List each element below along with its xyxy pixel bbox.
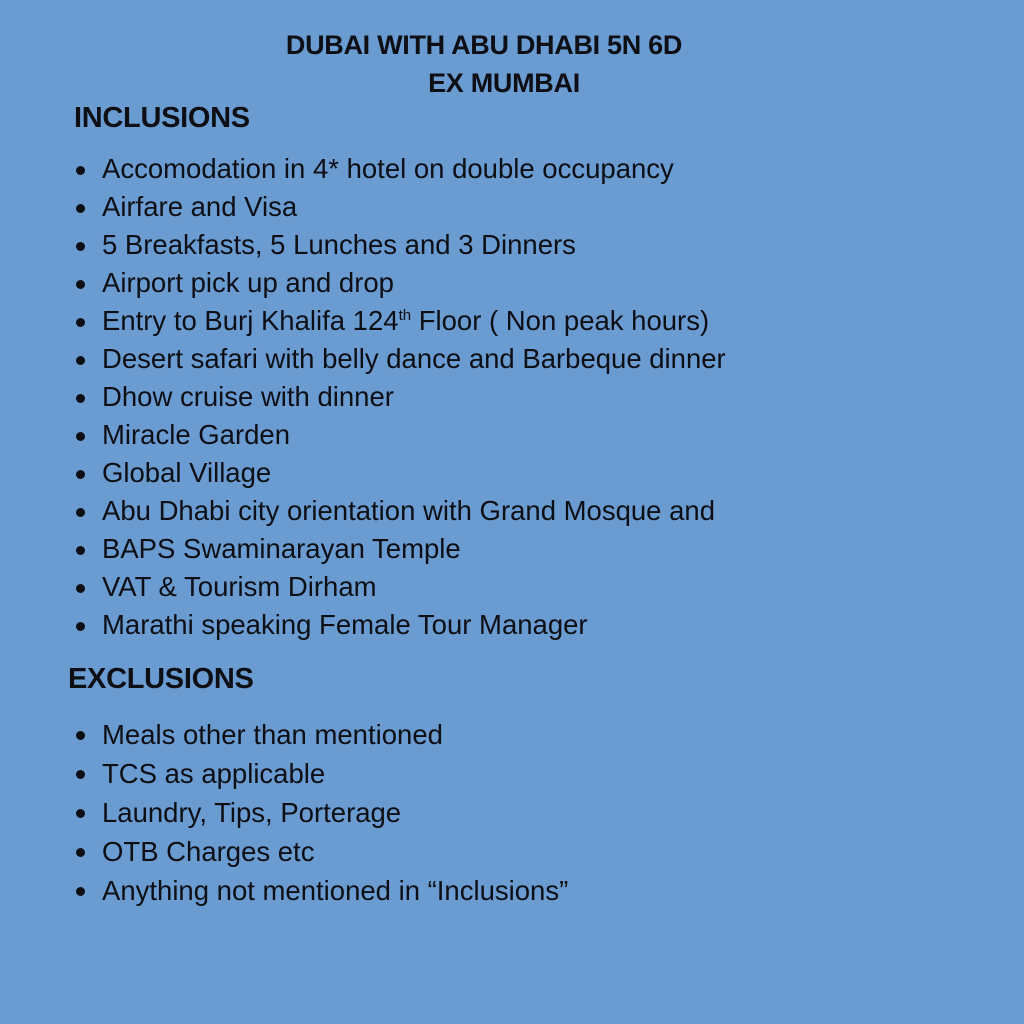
item-text: Entry to Burj Khalifa 124 — [102, 305, 399, 336]
inclusions-heading: INCLUSIONS — [74, 102, 250, 134]
superscript: th — [398, 306, 412, 324]
list-item: BAPS Swaminarayan Temple — [70, 530, 726, 568]
list-item: 5 Breakfasts, 5 Lunches and 3 Dinners — [70, 226, 726, 264]
list-item: Accomodation in 4* hotel on double occupancy — [70, 150, 726, 188]
list-item: Laundry, Tips, Porterage — [70, 793, 568, 832]
list-item: Airfare and Visa — [70, 188, 726, 226]
list-item: Airport pick up and drop — [70, 264, 726, 302]
list-item: Dhow cruise with dinner — [70, 378, 726, 416]
title-line-2: EX MUMBAI — [428, 68, 580, 98]
list-item: Abu Dhabi city orientation with Grand Mosque and — [70, 492, 726, 530]
exclusions-heading: EXCLUSIONS — [68, 663, 254, 695]
item-text-rest: Floor ( Non peak hours) — [411, 305, 710, 336]
list-item: Desert safari with belly dance and Barbeque dinner — [70, 340, 726, 378]
list-item: Miracle Garden — [70, 416, 726, 454]
list-item: Global Village — [70, 454, 726, 492]
list-item: Meals other than mentioned — [70, 715, 568, 754]
exclusions-list — [70, 715, 568, 910]
list-item: OTB Charges etc — [70, 832, 568, 871]
list-item: TCS as applicable — [70, 754, 568, 793]
list-item: Marathi speaking Female Tour Manager — [70, 606, 726, 644]
list-item: Anything not mentioned in “Inclusions” — [70, 871, 568, 910]
title-line-1: DUBAI WITH ABU DHABI 5N 6D — [285, 30, 683, 60]
inclusions-list — [70, 150, 726, 644]
list-item — [70, 302, 726, 340]
list-item: VAT & Tourism Dirham — [70, 568, 726, 606]
